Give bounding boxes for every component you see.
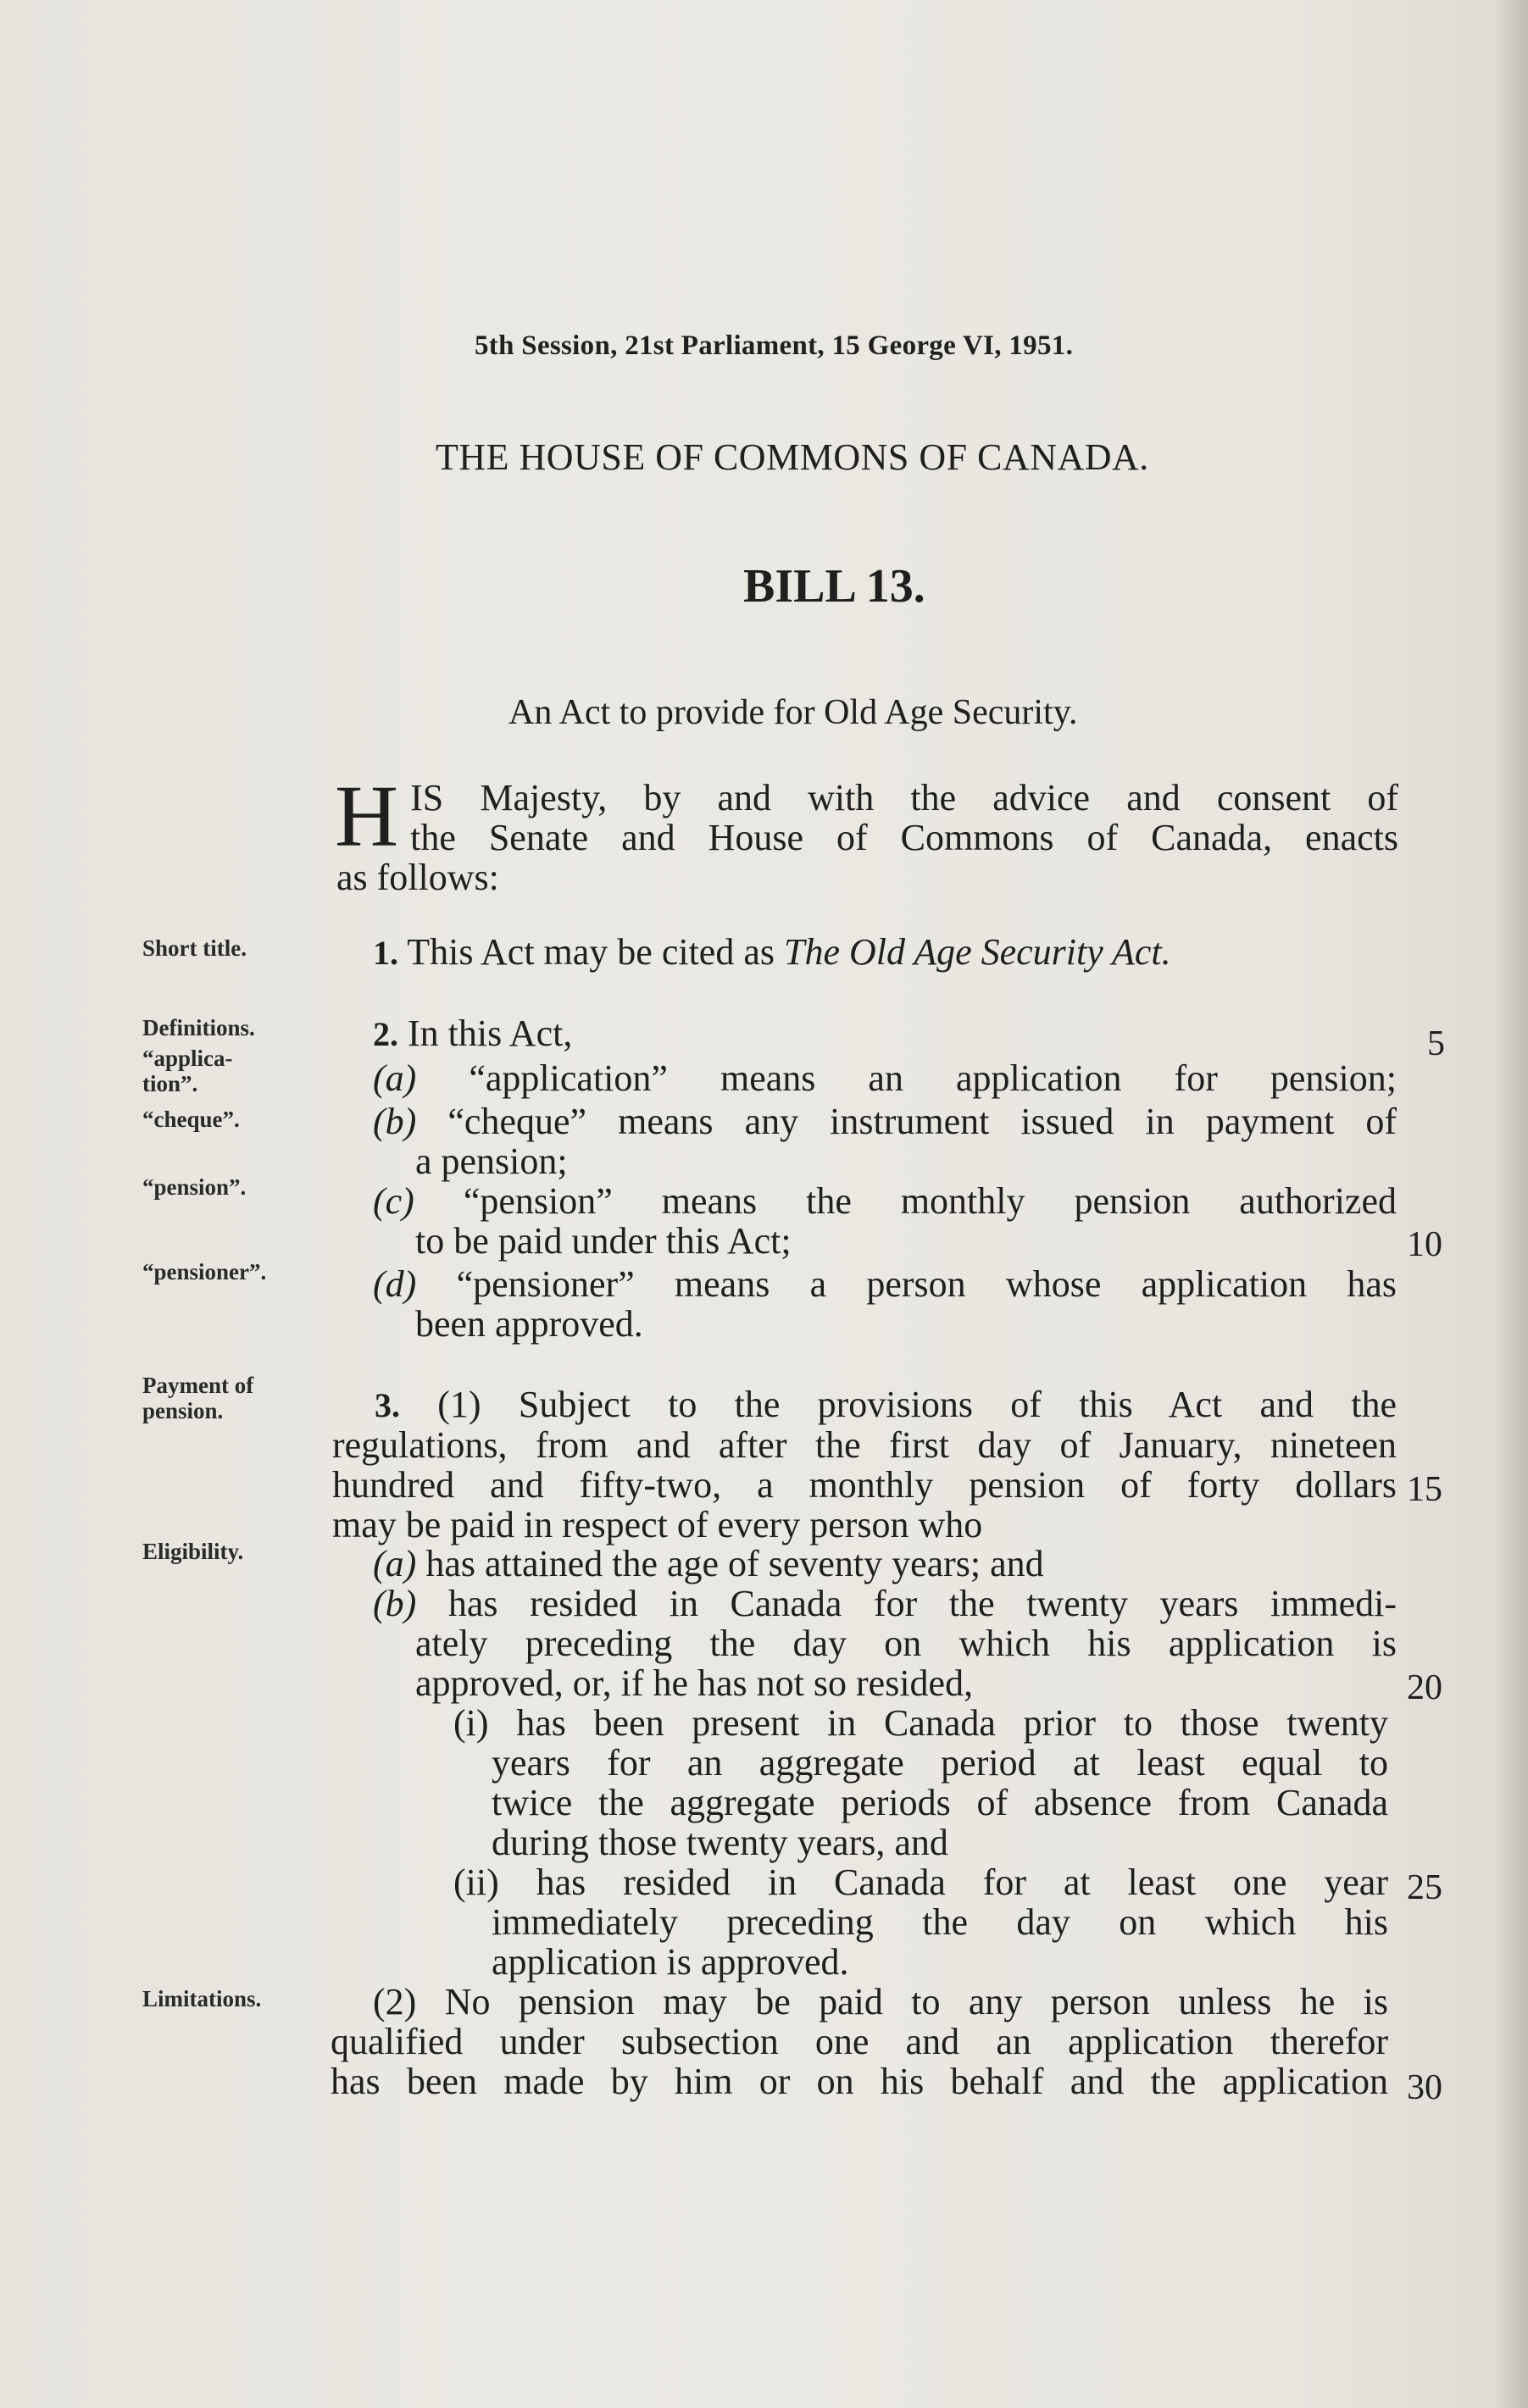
section-2 — [373, 1013, 1436, 1054]
clause-text: has resided in Canada for at least one year — [536, 1861, 1388, 1903]
house-title: THE HOUSE OF COMMONS OF CANADA. — [436, 436, 1149, 478]
act-name: The Old Age Security Act. — [784, 931, 1171, 973]
line-number: 5 — [1427, 1024, 1445, 1063]
act-subtitle: An Act to provide for Old Age Security. — [508, 693, 1078, 732]
enacting-line: as follows: — [336, 857, 499, 898]
line-number: 25 — [1407, 1868, 1442, 1907]
section-number: 1. — [373, 934, 398, 972]
clause-text: years for an aggregate period at least equal to — [492, 1742, 1388, 1784]
subsection-label: (2) — [373, 1981, 417, 2022]
clause-label: (a) — [373, 1057, 417, 1099]
section-2-definitions — [373, 1058, 1397, 1098]
clause-text: immediately preceding the day on which his — [492, 1901, 1388, 1943]
clause-text: approved, or, if he has not so resided, — [415, 1662, 974, 1704]
definition-text: a pension; — [415, 1140, 568, 1182]
clause-text: twice the aggregate periods of absence from Canada — [492, 1782, 1388, 1823]
definition-c — [373, 1181, 1397, 1261]
margin-note-payment-2: pension. — [142, 1398, 224, 1423]
clause-text: has attained the age of seventy years; and — [425, 1543, 1044, 1584]
margin-note-definitions: Definitions. — [142, 1015, 255, 1040]
margin-note-payment-1: Payment of — [142, 1373, 254, 1398]
subclause-ii — [373, 1862, 1388, 1982]
subclause-label: (i) — [453, 1702, 489, 1744]
section-3-2 — [331, 1982, 1388, 2101]
margin-note-application-1: “applica- — [142, 1046, 233, 1071]
section-text: has been made by him or on his behalf and the application — [331, 2061, 1388, 2102]
section-number: 2. — [373, 1015, 398, 1053]
section-text: (1) Subject to the provisions of this Act and the — [437, 1384, 1397, 1425]
session-line: 5th Session, 21st Parliament, 15 George VI, 1951. — [475, 330, 1074, 361]
clause-text: application is approved. — [492, 1941, 849, 1983]
section-text: hundred and fifty-two, a monthly pension of forty dollars — [332, 1464, 1397, 1506]
clause-text: has resided in Canada for the twenty years immedi- — [447, 1583, 1397, 1624]
definition-b — [373, 1101, 1397, 1181]
clause-label: (a) — [373, 1543, 417, 1584]
page-edge-shadow — [1494, 0, 1528, 2408]
clause-text: has been present in Canada prior to those twenty — [516, 1702, 1388, 1744]
subclause-i — [373, 1703, 1388, 1862]
margin-note-eligibility: Eligibility. — [142, 1539, 244, 1564]
definition-d — [373, 1264, 1397, 1344]
section-1 — [373, 932, 1436, 973]
line-number: 30 — [1407, 2068, 1442, 2107]
section-3-1 — [332, 1384, 1397, 1545]
definition-text: “cheque” means any instrument issued in payment of — [447, 1101, 1397, 1142]
definition-text: “pensioner” means a person whose application has — [456, 1263, 1397, 1305]
section-text: qualified under subsection one and an application therefor — [331, 2021, 1388, 2062]
margin-note-application-2: tion”. — [142, 1071, 198, 1096]
margin-note-limitations: Limitations. — [142, 1986, 262, 2011]
definition-text: to be paid under this Act; — [415, 1220, 792, 1262]
line-number: 10 — [1407, 1225, 1442, 1264]
subclause-label: (ii) — [453, 1861, 499, 1903]
definition-text: been approved. — [415, 1303, 643, 1345]
clause-label: (c) — [373, 1180, 414, 1222]
line-number: 15 — [1407, 1470, 1442, 1509]
section-text: may be paid in respect of every person who — [332, 1504, 983, 1545]
margin-note-short-title: Short title. — [142, 935, 247, 961]
margin-note-pension: “pension”. — [142, 1174, 247, 1200]
section-number: 3. — [375, 1386, 400, 1424]
clause-text: during those twenty years, and — [492, 1822, 948, 1863]
bill-number: BILL 13. — [743, 560, 925, 613]
section-text: This Act may be cited as — [407, 931, 775, 973]
clause-a — [373, 1544, 1397, 1584]
clause-text: ately preceding the day on which his application is — [415, 1623, 1397, 1664]
clause-b — [373, 1584, 1397, 1703]
section-text: In this Act, — [408, 1013, 573, 1054]
enacting-line: IS Majesty, by and with the advice and consent of — [410, 777, 1398, 818]
margin-note-cheque: “cheque”. — [142, 1107, 240, 1132]
clause-label: (b) — [373, 1101, 417, 1142]
section-text: regulations, from and after the first day of January, nineteen — [332, 1424, 1397, 1466]
margin-note-pensioner: “pensioner”. — [142, 1259, 267, 1284]
drop-cap: H — [335, 768, 399, 865]
enacting-line: the Senate and House of Commons of Canada, enacts — [410, 817, 1398, 858]
section-text: No pension may be paid to any person unless he is — [444, 1981, 1389, 2022]
clause-label: (d) — [373, 1263, 417, 1305]
clause-label: (b) — [373, 1583, 417, 1624]
line-number: 20 — [1407, 1668, 1442, 1707]
definition-text: “pension” means the monthly pension authorized — [463, 1180, 1397, 1222]
enacting-clause — [335, 768, 1398, 898]
definition-text: “application” means an application for pension; — [469, 1057, 1397, 1099]
